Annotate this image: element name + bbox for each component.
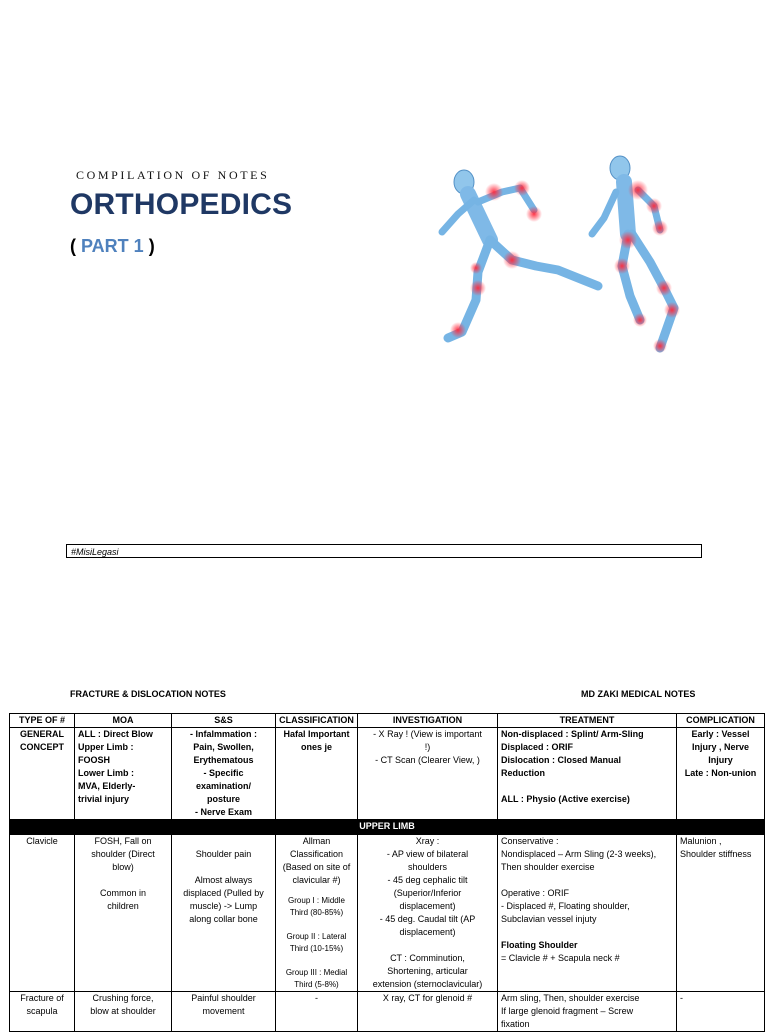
cell-line: - Infalmmation : — [190, 729, 257, 739]
cell-line — [501, 874, 673, 887]
cell-line: - Specific — [203, 768, 244, 778]
column-header: COMPLICATION — [677, 714, 765, 728]
cell-line: Hafal Important — [283, 729, 350, 739]
cell-line: extension (sternoclavicular) — [372, 979, 483, 989]
cell-line: displaced (Pulled by — [183, 888, 264, 898]
cell-line: children — [107, 901, 139, 911]
cell-type — [10, 728, 75, 820]
cell-line: ALL : Direct Blow — [78, 729, 153, 739]
cell-complication — [677, 992, 765, 1032]
column-header: MOA — [75, 714, 172, 728]
notes-header-right: MD ZAKI MEDICAL NOTES — [581, 689, 696, 699]
cover-part — [70, 236, 155, 257]
cell-treatment — [498, 728, 677, 820]
cell-line: - X Ray ! (View is important — [373, 729, 482, 739]
cell-line: Injury , Nerve — [691, 742, 750, 752]
cell-line: Conservative : — [501, 836, 559, 846]
cell-line: Dislocation : Closed Manual — [501, 755, 622, 765]
cell-line: FOOSH — [78, 755, 111, 765]
cell-line — [501, 926, 673, 939]
cell-line: Subclavian vessel injuty — [501, 914, 597, 924]
cell-line — [279, 919, 354, 931]
cell-line: movement — [202, 1006, 245, 1016]
cell-type — [10, 835, 75, 992]
cell-line: Third (5-8%) — [294, 980, 339, 989]
column-header: TYPE OF # — [10, 714, 75, 728]
cell-line: Arm sling, Then, shoulder exercise — [501, 993, 640, 1003]
cell-line: Group I : Middle — [288, 896, 345, 905]
cell-line: scapula — [26, 1006, 58, 1016]
cell-line: Allman — [302, 836, 331, 846]
cell-line — [501, 780, 673, 793]
classification-top — [279, 835, 354, 887]
cell-line: clavicular #) — [292, 875, 341, 885]
cell-complication — [677, 835, 765, 992]
cell-line: Then shoulder exercise — [501, 862, 595, 872]
cell-line: trivial injury — [78, 794, 130, 804]
table-row-clavicle — [10, 835, 765, 992]
cell-line: posture — [206, 794, 240, 804]
cell-line — [279, 955, 354, 967]
cell-line — [175, 861, 272, 874]
cell-line: Non-displaced : Splint/ Arm-Sling — [501, 729, 644, 739]
cell-line: Nondisplaced – Arm Sling (2-3 weeks), — [501, 849, 657, 859]
cell-line: - Nerve Exam — [194, 807, 253, 817]
cell-ss — [172, 835, 276, 992]
cell-line: Third (80-85%) — [289, 908, 344, 917]
cell-line: CONCEPT — [19, 742, 64, 752]
cell-moa — [75, 728, 172, 820]
cell-type — [10, 992, 75, 1032]
cell-line: - 45 deg cephalic tilt — [387, 875, 468, 885]
cell-line: GENERAL — [19, 729, 64, 739]
cell-line: ones je — [300, 742, 332, 752]
cell-classification — [276, 835, 358, 992]
cell-line: blow) — [112, 862, 134, 872]
cell-line: ALL : Physio (Active exercise) — [501, 794, 630, 804]
cell-line: Common in — [99, 888, 146, 898]
cell-treatment — [498, 835, 677, 992]
table-row-general-concept — [10, 728, 765, 820]
cell-line: (Based on site of — [282, 862, 351, 872]
section-row — [10, 820, 765, 835]
cell-line: Painful shoulder — [191, 993, 256, 1003]
cell-moa — [75, 835, 172, 992]
cell-classification — [276, 728, 358, 820]
running-skeleton-figures-illustration — [428, 148, 698, 358]
cell-line: examination/ — [195, 781, 251, 791]
cell-line: Group III : Medial — [285, 968, 348, 977]
notes-header-left: FRACTURE & DISLOCATION NOTES — [70, 689, 226, 699]
cell-line: CT : Comminution, — [390, 953, 465, 963]
cell-line: fixation — [501, 1019, 530, 1029]
cell-line: displacement) — [399, 901, 456, 911]
cover-subtitle: COMPILATION OF NOTES — [76, 168, 270, 182]
cell-treatment — [498, 992, 677, 1032]
cell-line: Fracture of — [20, 993, 64, 1003]
cell-line: displacement) — [399, 927, 456, 937]
tagline-box: #MisiLegasi — [66, 544, 702, 558]
cell-line: along collar bone — [189, 914, 258, 924]
cell-line: shoulders — [407, 862, 448, 872]
cell-line: Third (10-15%) — [289, 944, 344, 953]
cell-line: Group II : Lateral — [286, 932, 347, 941]
cell-line: Late : Non-union — [684, 768, 757, 778]
cell-classification — [276, 992, 358, 1032]
cell-line: Early : Vessel — [691, 729, 750, 739]
cell-line: Pain, Swollen, — [193, 742, 254, 752]
cell-line: Erythematous — [193, 755, 254, 765]
cell-line: - CT Scan (Clearer View, ) — [375, 755, 480, 765]
cell-line: - — [680, 993, 683, 1003]
cell-line: Classification — [289, 849, 344, 859]
cell-line: blow at shoulder — [90, 1006, 156, 1016]
cell-line: Reduction — [501, 768, 545, 778]
part-close: ) — [143, 236, 155, 256]
cell-line: - AP view of bilateral — [386, 849, 469, 859]
cell-line: FOSH, Fall on — [94, 836, 152, 846]
cell-line: Shortening, articular — [387, 966, 468, 976]
cell-line: MVA, Elderly- — [78, 781, 136, 791]
cover-title: ORTHOPEDICS — [70, 188, 293, 221]
cell-line: Displaced : ORIF — [501, 742, 574, 752]
part-open: ( — [70, 236, 81, 256]
cell-line: = Clavicle # + Scapula neck # — [501, 953, 620, 963]
cell-line: Clavicle — [26, 836, 58, 846]
column-header: TREATMENT — [498, 714, 677, 728]
cell-line: - 45 deg. Caudal tilt (AP — [379, 914, 476, 924]
cell-line: Upper Limb : — [78, 742, 134, 752]
cell-line: - — [315, 993, 318, 1003]
cell-line: (Superior/Inferior — [393, 888, 462, 898]
column-header: INVESTIGATION — [358, 714, 498, 728]
cell-line — [175, 835, 272, 848]
cell-investigation — [358, 728, 498, 820]
cell-line: Malunion , — [680, 836, 722, 846]
cell-line — [78, 874, 168, 887]
cell-line: If large glenoid fragment – Screw — [501, 1006, 634, 1016]
column-header: S&S — [172, 714, 276, 728]
classification-groups — [279, 895, 354, 991]
cell-ss — [172, 728, 276, 820]
cell-investigation — [358, 835, 498, 992]
cell-ss — [172, 992, 276, 1032]
cell-moa — [75, 992, 172, 1032]
table-header-row — [10, 714, 765, 728]
cell-line: Lower Limb : — [78, 768, 134, 778]
cell-line: Xray : — [415, 836, 440, 846]
part-label: PART 1 — [81, 236, 144, 256]
cell-line: X ray, CT for glenoid # — [382, 993, 473, 1003]
cell-complication — [677, 728, 765, 820]
section-upper-limb: UPPER LIMB — [10, 820, 765, 835]
column-header: CLASSIFICATION — [276, 714, 358, 728]
cell-line: !) — [424, 742, 431, 752]
cell-line: Floating Shoulder — [501, 940, 578, 950]
cell-line: Almost always — [194, 875, 253, 885]
cell-line — [361, 939, 494, 952]
cell-line: - Displaced #, Floating shoulder, — [501, 901, 630, 911]
cell-line: Crushing force, — [92, 993, 154, 1003]
table-row-scapula — [10, 992, 765, 1032]
cell-investigation — [358, 992, 498, 1032]
fracture-notes-table — [9, 713, 765, 1032]
cell-line: Injury — [708, 755, 733, 765]
cell-line: Shoulder pain — [195, 849, 252, 859]
cell-line: shoulder (Direct — [91, 849, 155, 859]
cell-line: muscle) -> Lump — [189, 901, 258, 911]
cell-line: Shoulder stiffness — [680, 849, 752, 859]
cell-line: Operative : ORIF — [501, 888, 570, 898]
